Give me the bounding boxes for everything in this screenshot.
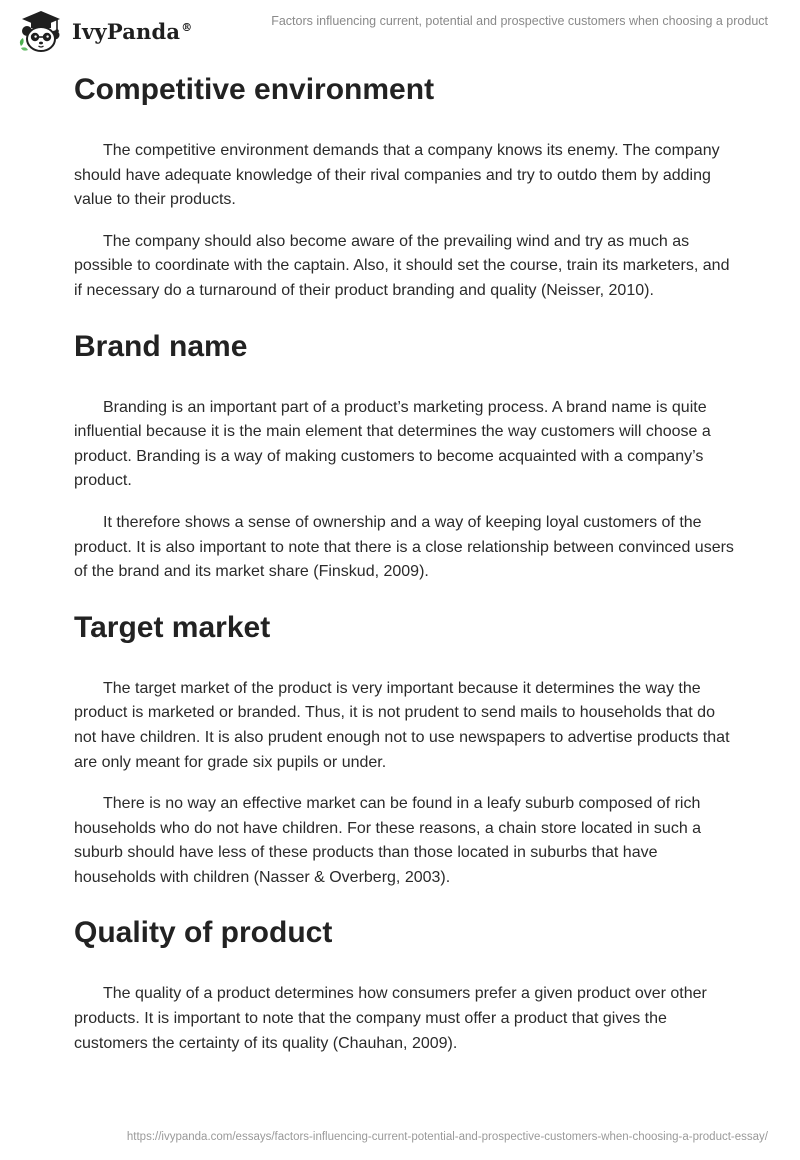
paragraph: Branding is an important part of a product’s marketing process. A brand name is quite influential because it is the main element that determines the way customers will choose a product. Branding is a way of making customers to become acquainted with a company’s product.	[74, 398, 711, 490]
panda-graduate-icon	[16, 8, 66, 54]
section-heading-quality-of-product: Quality of product	[74, 916, 333, 950]
paragraph: The target market of the product is very important because it determines the way the product is marketed or branded. Thus, it is not prudent to send mails to households that do not have children. It is also prudent enough not to use newspapers to advertise products that are only meant for grade six pupils or under.	[74, 679, 730, 771]
brand-name: IvyPanda®	[72, 18, 193, 44]
section-heading-competitive-environment: Competitive environment	[74, 73, 435, 106]
paragraph: It therefore shows a sense of ownership and a way of keeping loyal customers of the product. It is also important to note that there is a close relationship between convinced users of the brand and its market share (Finskud, 2009).	[74, 513, 734, 581]
paragraph: The competitive environment demands that a company knows its enemy. The company should have adequate knowledge of their rival companies and try to outdo them by adding value to their products.	[74, 142, 720, 209]
essay-content	[74, 70, 734, 1056]
document-title: Factors influencing current, potential and prospective customers when choosing a product	[271, 14, 768, 28]
page-header	[0, 0, 800, 60]
registered-mark: ®	[181, 20, 193, 34]
paragraph: The company should also become aware of the prevailing wind and try as much as possible to coordinate with the captain. Also, it should set the course, train its marketers, and if necessary do a turnaround of their product branding and quality (Neisser, 2010).	[74, 232, 730, 299]
section-heading-target-market: Target market	[74, 610, 271, 644]
brand-logo[interactable]	[16, 8, 192, 54]
paragraph: There is no way an effective market can be found in a leafy suburb composed of rich households who do not have children. For these reasons, a chain store located in such a suburb should have less of these products than those located in suburbs that have households with children (Nasser & Overberg, 2003).	[74, 795, 702, 886]
source-url[interactable]: https://ivypanda.com/essays/factors-influencing-current-potential-and-prospective-customers-when-choosing-a-product-essay/	[126, 1131, 768, 1143]
paragraph: The quality of a product determines how consumers prefer a given product over other products. It is important to note that the company must offer a product that gives the customers the certainty of its quality (Chauhan, 2009).	[74, 985, 707, 1052]
section-heading-brand-name: Brand name	[74, 329, 248, 363]
